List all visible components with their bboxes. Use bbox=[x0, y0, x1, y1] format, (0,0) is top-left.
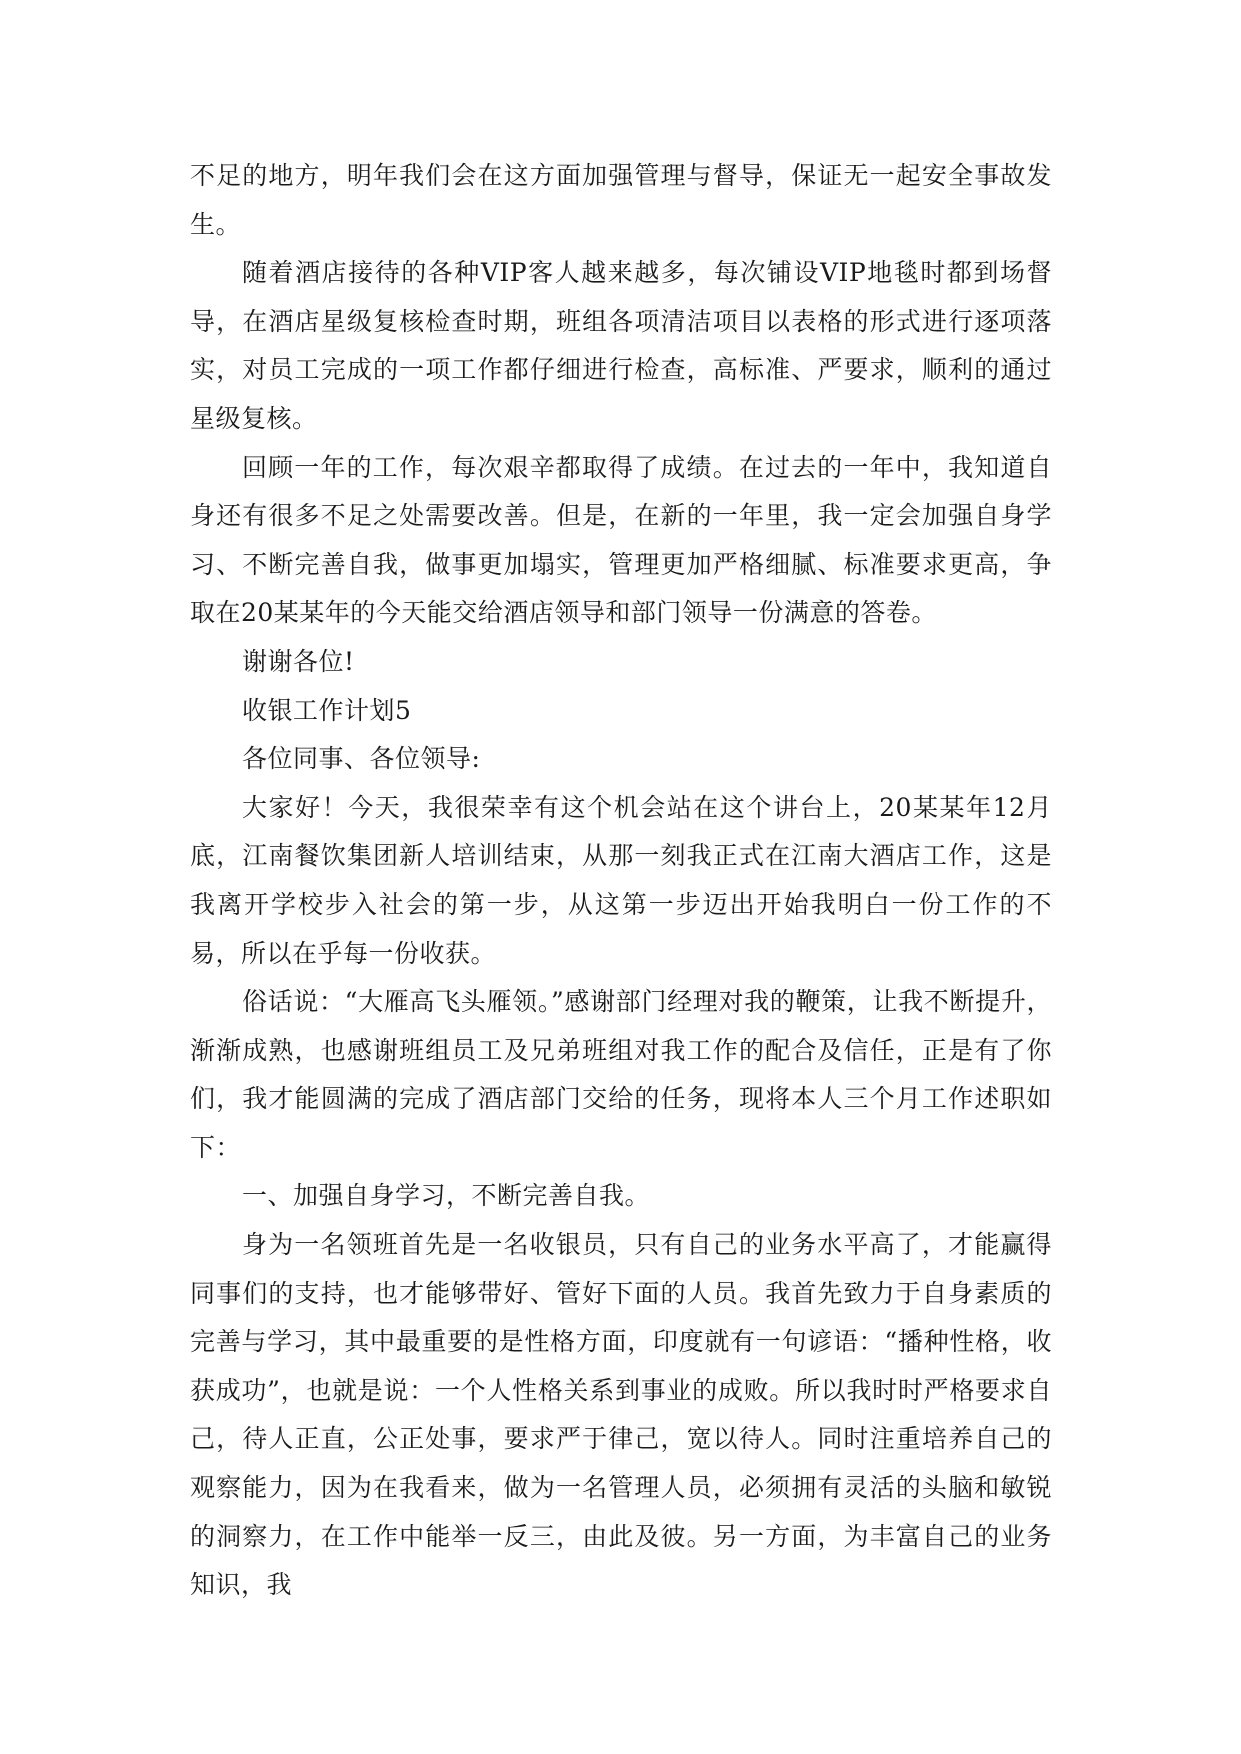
paragraph-self-study: 身为一名领班首先是一名收银员，只有自己的业务水平高了，才能赢得同事们的支持，也才能够带好、管好下面的人员。我首先致力于自身素质的完善与学习，其中最重要的是性格方面，印度就有一句谚语：“播种性格，收获成功”，也就是说：一个人性格关系到事业的成败。所以我时时严格要求自己，待人正直，公正处事，要求严于律己，宽以待人。同时注重培养自己的观察能力，因为在我看来，做为一名管理人员，必须拥有灵活的头脑和敏锐的洞察力，在工作中能举一反三，由此及彼。另一方面，为丰富自己的业务知识，我 bbox=[190, 1230, 1052, 1600]
paragraph-salutation: 各位同事、各位领导: bbox=[242, 744, 481, 774]
paragraph-year-review: 回顾一年的工作，每次艰辛都取得了成绩。在过去的一年中，我知道自身还有很多不足之处需要改善。但是，在新的一年里，我一定会加强自身学习、不断完善自我，做事更加塌实，管理更加严格细腻、标准要求更高，争取在20某某年的今天能交给酒店领导和部门领导一份满意的答卷。 bbox=[190, 452, 1052, 628]
section-heading: 收银工作计划5 bbox=[242, 695, 412, 725]
document-body bbox=[190, 152, 1052, 1610]
paragraph-vip-service: 随着酒店接待的各种VIP客人越来越多，每次铺设VIP地毯时都到场督导，在酒店星级复核检查时期，班组各项清洁项目以表格的形式进行逐项落实，对员工完成的一项工作都仔细进行检查，高标准、严要求，顺利的通过星级复核。 bbox=[190, 258, 1052, 433]
paragraph-thanks: 谢谢各位! bbox=[242, 646, 355, 676]
paragraph-proverb: 俗话说：“大雁高飞头雁领。”感谢部门经理对我的鞭策，让我不断提升，渐渐成熟，也感谢班组员工及兄弟班组对我工作的配合及信任，正是有了你们，我才能圆满的完成了酒店部门交给的任务，现将本人三个月工作述职如下： bbox=[190, 987, 1052, 1162]
paragraph-greeting: 大家好！今天，我很荣幸有这个机会站在这个讲台上，20某某年12月底，江南餐饮集团新人培训结束，从那一刻我正式在江南大酒店工作，这是我离开学校步入社会的第一步，从这第一步迈出开始我明白一份工作的不易，所以在乎每一份收获。 bbox=[190, 792, 1052, 968]
paragraph-continuation: 不足的地方，明年我们会在这方面加强管理与督导，保证无一起安全事故发生。 bbox=[190, 161, 1052, 239]
paragraph-subheading: 一、加强自身学习，不断完善自我。 bbox=[242, 1181, 651, 1211]
